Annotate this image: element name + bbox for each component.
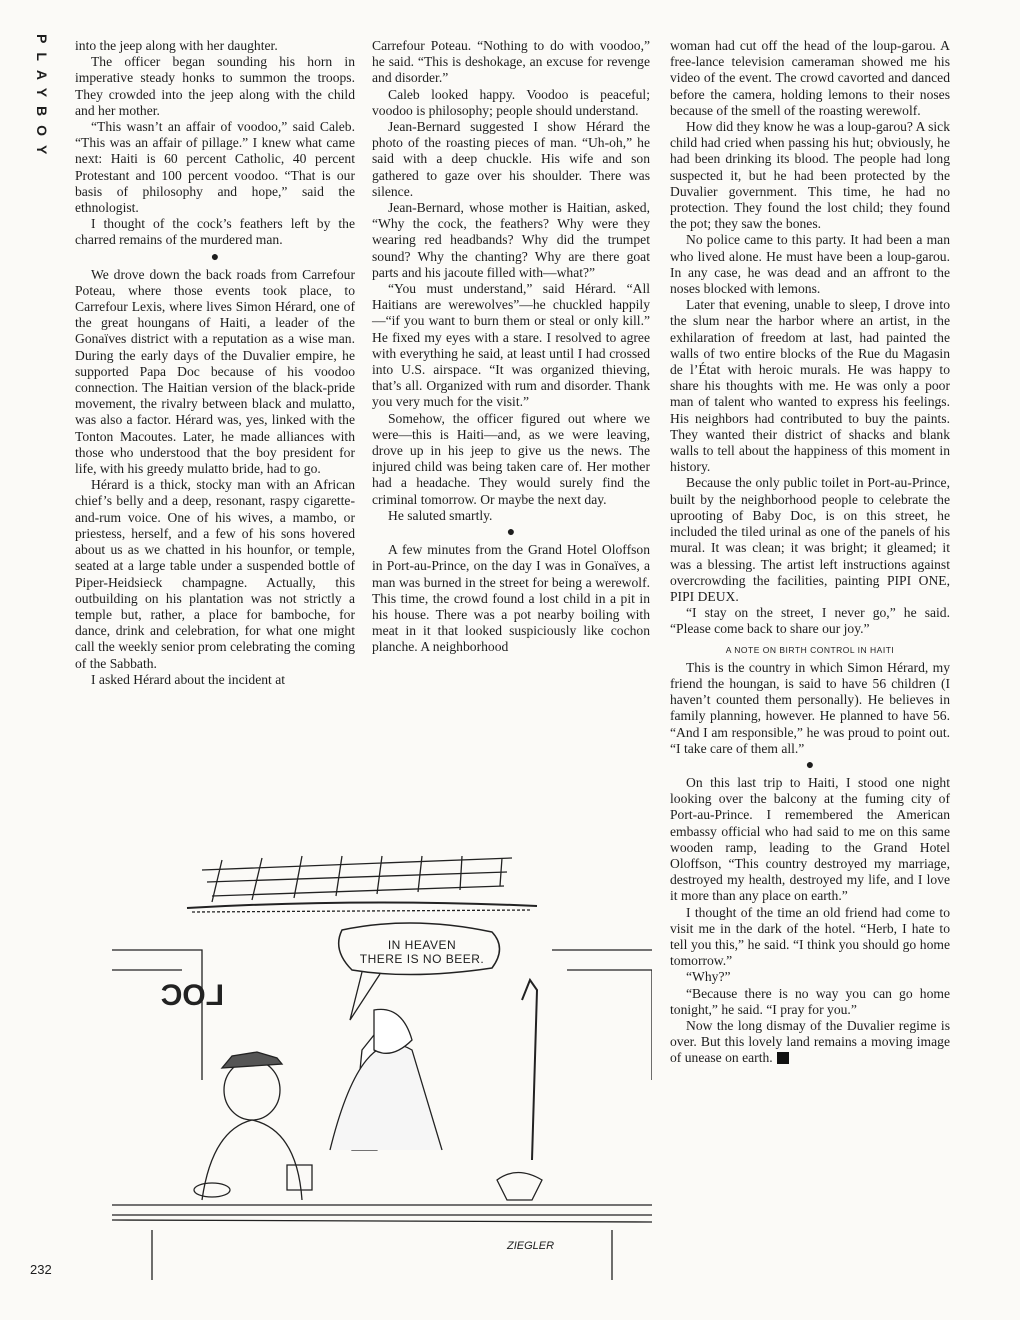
paragraph: The officer began sounding his horn in imperative steady honks to summon the troops. They crowded into the jeep along with the child and her mother. [75, 54, 355, 118]
paragraph: Carrefour Poteau. “Nothing to do with voodoo,” he said. “This is deshokage, an excuse for revenge and disorder.” [372, 38, 650, 86]
masthead: PLAYBOY [34, 34, 50, 164]
paragraph: “Why?” [686, 969, 731, 985]
paragraph: Hérard is a thick, stocky man with an African chief’s belly and a deep, resonant, raspy cigarette-and-rum voice. One of his wives, a mambo, or priestess, herself, and a few of his sons hovered about us as we chatted in his hounfor, or temple, seated at a large table under a suspended bottle of Piper-Heidsieck champagne. Actually, this outbuilding on his plantation was not strictly a temple but, rather, a place for bamboche, for dance, drink and celebration, for what one might call the weekly senior prom celebrating the coming of the Sabbath. [75, 477, 355, 671]
paragraph: I asked Hérard about the incident at [91, 671, 286, 687]
paragraph: Jean-Bernard suggested I show Hérard the photo of the roasting pieces of man. “Uh-oh,” he said with a deep chuckle. His wife and son gathered to gaze over his shoulder. There was silence. [372, 119, 650, 199]
paragraph: We drove down the back roads from Carrefour Poteau, where those events took place, to Carrefour Lexis, where lives Simon Hérard, one of the great houngans of Haiti, a leader of the Gonaïves district with a reputation as a wise man. During the early days of the Duvalier empire, he supported Papa Doc because of his voodoo connection. The Haitian version of the black-pride movement, the rivalry between black and mulatto, was also a factor. Hérard was, yes, linked with the Tonton Macoutes. Later, he made alliances with those who understood that the boy president for life, with his greedy mulatto bride, had to go. [75, 266, 355, 477]
paragraph: Because the only public toilet in Port-au-Prince, built by the neighborhood people to celebrate the uprooting of Baby Doc, is on this street, he included the tiled urinal as one of the panels of his mural. It was clean; it was bright; it gleamed; it was a blessing. The artist left instructions against overcrowding the facilities, painting PIPI ONE, PIPI DEUX. [670, 475, 950, 604]
paragraph: into the jeep along with her daughter. [75, 38, 278, 53]
paragraph: This is the country in which Simon Hérard, my friend the houngan, is said to have 56 children (I haven’t counted them personally). He believes in family planning, however. He planned to have 56. “And I am responsible,” he was proud to point out. “I take care of them all.” [670, 659, 950, 756]
column-2 [372, 38, 650, 656]
paragraph: “You must understand,” said Hérard. “All Haitians are werewolves”—he chuckled happily—“if you want to burn them or steal or only kill.” He fixed my eyes with a stare. I resolved to agree with everything he said, at least until I had crossed into U.S. airspace. “It was organized thieving, that’s all. Organized with rum and disorder. Thank you very much for the visit.” [372, 281, 650, 410]
section-dot: ● [506, 525, 516, 541]
section-dot: ● [805, 757, 815, 773]
paragraph: “This wasn’t an affair of voodoo,” said Caleb. “This was an affair of pillage.” I knew what came next: Haiti is 60 percent Catholic, 40 percent Protestant and 100 percent voodoo. “That is our basis of philosophy and hope,” said the ethnologist. [75, 119, 355, 216]
cartoon-signature: ZIEGLER [507, 1240, 555, 1252]
paragraph: woman had cut off the head of the loup-garou. A free-lance television cameraman showed me his video of the event. The crowd cavorted and danced before the camera, holding lemons to their noses because of the smell of the roasting werewolf. [670, 38, 950, 118]
column-3 [670, 38, 950, 1067]
paragraph: A few minutes from the Grand Hotel Oloffson in Port-au-Prince, on the day I was in Gonaïves, a man was burned in the street for being a werewolf. This time, the crowd found a lost child in a pit in his house. There was a pot nearby boiling with meat in it that looked suspiciously like cochon planche. A neighborhood [372, 542, 650, 655]
paragraph: No police came to this party. It had been a man who lived alone. He must have been a loup-garou. In any case, he was dead and an affront to the noses blocked with lemons. [670, 232, 950, 297]
paragraph: He saluted smartly. [388, 507, 493, 523]
cartoon [112, 820, 652, 1280]
section-heading: A NOTE ON BIRTH CONTROL IN HAITI [725, 644, 895, 655]
column-1 [75, 38, 355, 688]
page-number: 232 [30, 1262, 52, 1277]
paragraph: How did they know he was a loup-garou? A sick child had cried when passing his hut; obviously, he had been drinking its blood. The people had long suspected it, but he had been protected by the Duvalier government. This time, he had no protection. They found the lost child; they found the pot; they saw the bones. [670, 119, 950, 232]
paragraph: Later that evening, unable to sleep, I drove into the slum near the harbor where an artist, in the exhilaration of freedom at last, had painted the walls of two entire blocks of the Rue du Magasin de l’État with heroic murals. He was happy to share his thoughts with me. He was only a poor man of talent who wanted to express his feelings. His neighbors had contributed to buy the paints. They wanted their district of shacks and blank walls to tell about the happiness of this moment in history. [670, 297, 950, 475]
sign-left-top: LOC [160, 979, 224, 1012]
paragraph: “I stay on the street, I never go,” he said. “Please come back to share our joy.” [670, 605, 950, 637]
paragraph: Now the long dismay of the Duvalier regime is over. But this lovely land remains a moving image of unease on earth. [670, 1017, 950, 1066]
paragraph: I thought of the time an old friend had come to visit me in the dark of the hotel. “Herb, I hate to tell you this,” he said. “I think you should go home tomorrow.” [670, 904, 950, 969]
cartoon-drawing [112, 820, 652, 1280]
paragraph: I thought of the cock’s feathers left by the charred remains of the murdered man. [75, 216, 355, 248]
speech-bubble: IN HEAVEN THERE IS NO BEER. [359, 938, 485, 966]
end-mark-icon [777, 1052, 789, 1064]
paragraph: On this last trip to Haiti, I stood one night looking over the balcony at the fuming city of Port-au-Prince. I remembered the American embassy official who had said to me on this same wooden ramp, leading to the Grand Hotel Oloffson, “This country destroyed my marriage, destroyed my health, destroyed my life, and I love it more than any place on earth.” [670, 774, 950, 904]
paragraph: Somehow, the officer figured out where we were—this is Haiti—and, as we were leaving, drove up in his jeep to give us the news. The injured child was being taken care of. Her mother had a headache. They would surely find the criminal tomorrow. Or maybe the next day. [372, 410, 650, 507]
section-dot: ● [210, 249, 220, 265]
paragraph: Jean-Bernard, whose mother is Haitian, asked, “Why the cock, the feathers? Why were they wearing red headbands? Why did the trumpet sound? Why the chanting? Why are there goat parts and his jacoute filled with—what?” [372, 200, 650, 280]
paragraph: “Because there is no way you can go home tonight,” he said. “I pray for you.” [670, 985, 950, 1017]
paragraph: Caleb looked happy. Voodoo is peaceful; voodoo is philosophy; people should understand. [372, 86, 650, 118]
